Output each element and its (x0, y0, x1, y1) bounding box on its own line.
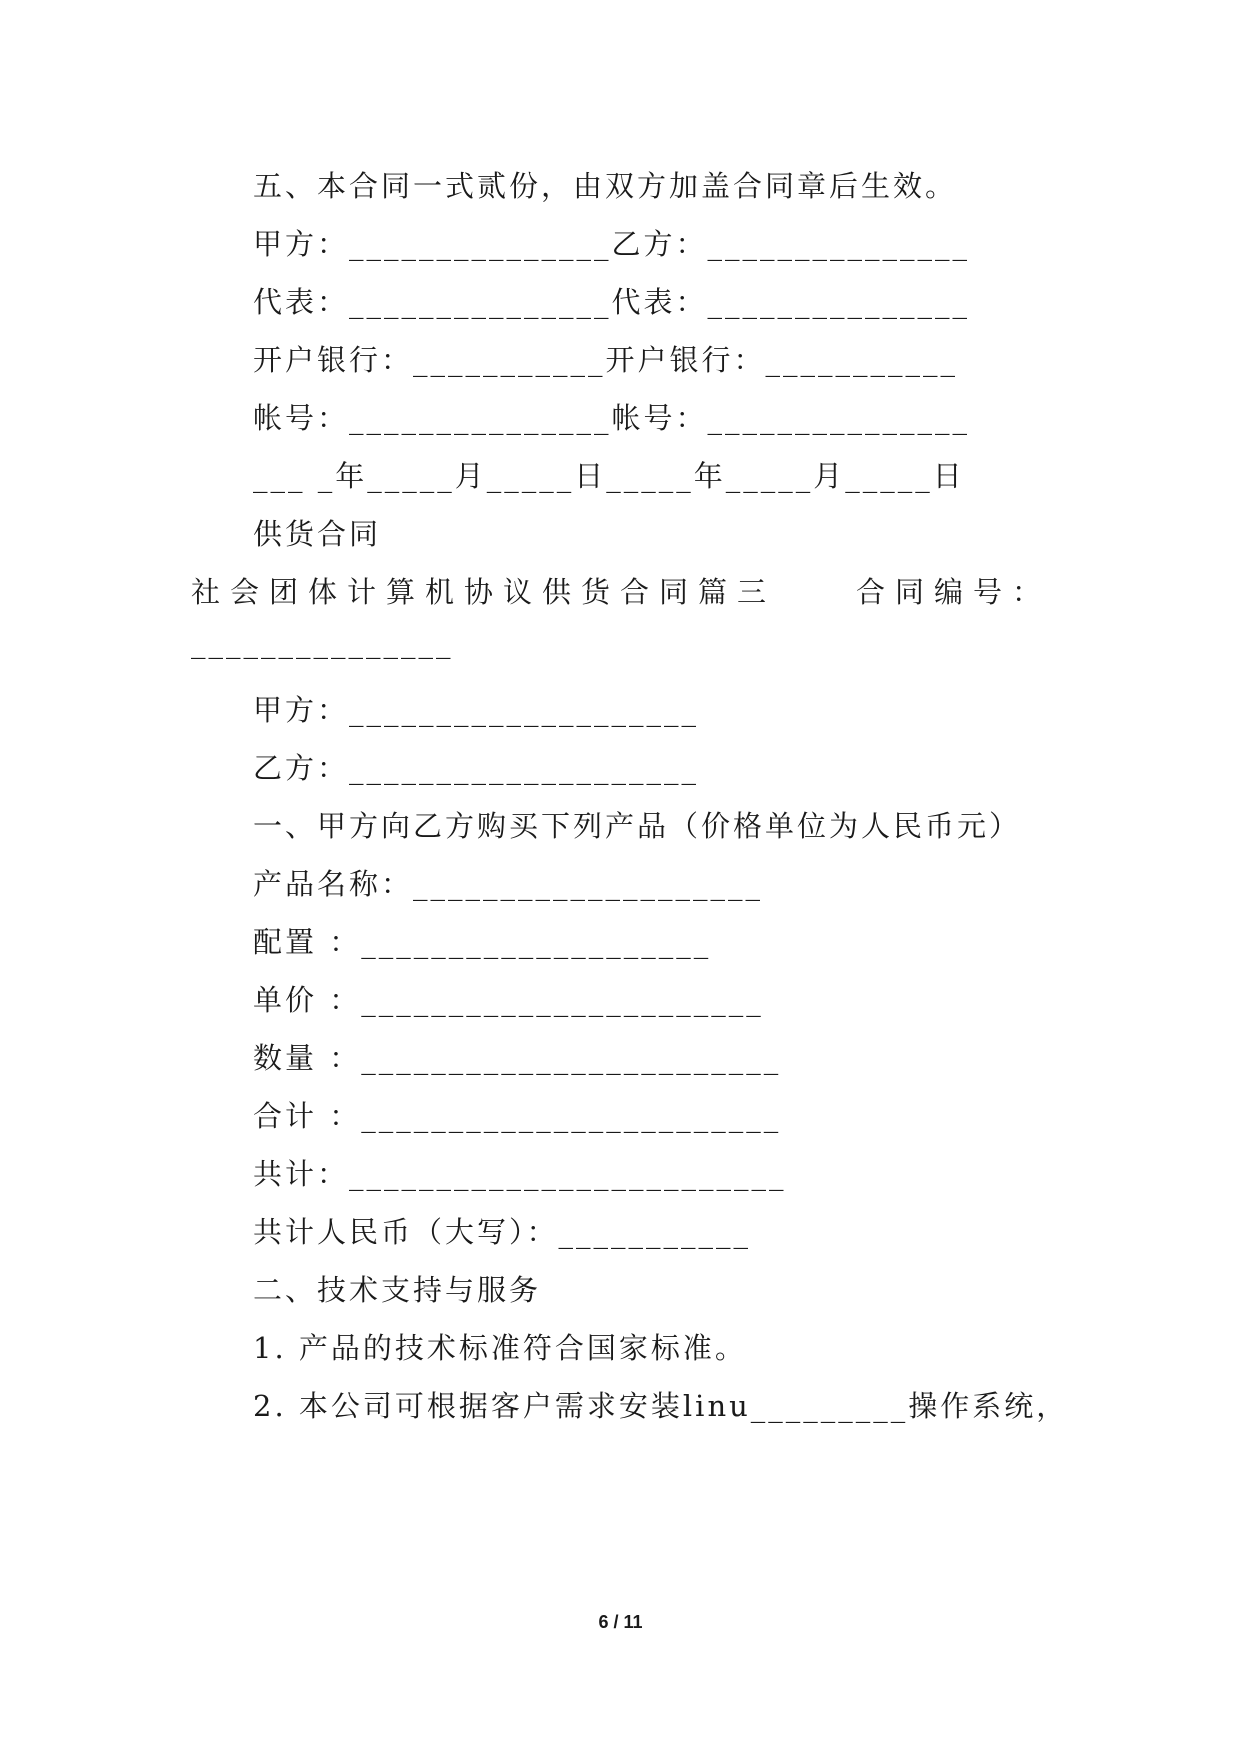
total-line: 共计：_________________________ (253, 1157, 787, 1191)
section-title: 供货合同 (253, 517, 382, 551)
unit-price-line: 单价 ：_______________________ (253, 983, 764, 1017)
total-rmb-line: 共计人民币（大写）：___________ (253, 1215, 752, 1249)
account-line: 帐号：_______________帐号：_______________ (253, 401, 971, 435)
quantity-line: 数量 ：________________________ (253, 1041, 782, 1075)
contract-title: 社会团体计算机协议供货合同篇三 (191, 575, 777, 609)
contract-number-label: 合同编号： (855, 575, 1051, 609)
representative-line: 代表：_______________代表：_______________ (253, 285, 971, 319)
subtotal-line: 合计 ：________________________ (253, 1099, 782, 1133)
item-one: 1. 产品的技术标准符合国家标准。 (253, 1331, 747, 1365)
product-name-line: 产品名称：____________________ (253, 867, 764, 901)
party-b-line: 乙方：____________________ (253, 751, 700, 785)
configuration-line: 配置 ：____________________ (253, 925, 712, 959)
contract-heading (191, 572, 1051, 612)
clause-five: 五、本合同一式贰份，由双方加盖合同章后生效。 (253, 169, 958, 203)
item-two: 2. 本公司可根据客户需求安装linu_________操作系统， (253, 1389, 1069, 1423)
date-line: ___ _年_____月_____日_____年_____月_____日 (253, 459, 965, 493)
party-a-line: 甲方：____________________ (253, 693, 700, 727)
page-number: 6 / 11 (598, 1612, 643, 1632)
bank-line: 开户银行：___________开户银行：___________ (253, 343, 959, 377)
contract-number-blank: _______________ (191, 625, 454, 659)
clause-two-heading: 二、技术支持与服务 (253, 1273, 542, 1307)
party-a-b-line: 甲方：_______________乙方：_______________ (253, 227, 971, 261)
clause-one-heading: 一、甲方向乙方购买下列产品（价格单位为人民币元） (253, 809, 1022, 843)
